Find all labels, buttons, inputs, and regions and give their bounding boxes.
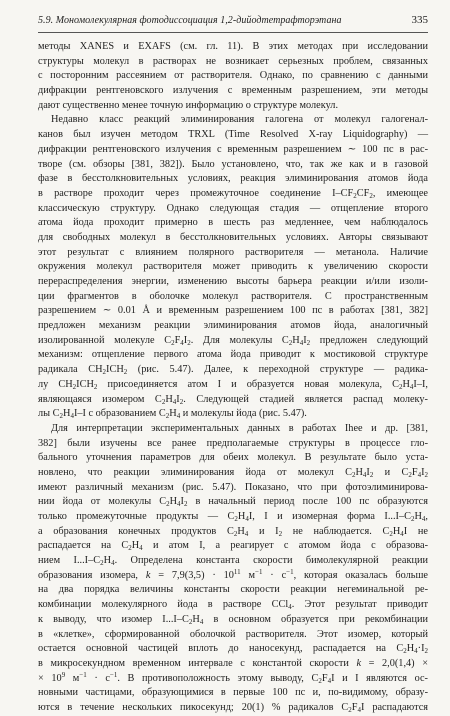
text-line: ции фрагментов в оболочке молекул растворителя. С пространственным — [38, 290, 428, 302]
text-line: остается основной частицей вплоть до наносекунд, распадается на $C_2H_4\cdot I_2$ — [38, 643, 428, 656]
running-header — [38, 12, 428, 33]
text-line: для свободных молекул в бесстолкновительных условиях. Авторы связывают — [38, 231, 428, 243]
text-line: 382] были изучены все ранее предполагаемые структуры в процессе гло- — [38, 437, 428, 449]
text-line: радикала $CH_2ICH_2$ (рис. 5.47). Далее, к переходной структуре — радика- — [38, 364, 428, 377]
text-line: канов был изучен методом TRXL (Time Resolved X-ray Liquidography) — — [38, 129, 428, 141]
text-line: лу $CH_2ICH_2$ присоединяется атом I и образуется новая молекула, $C_2H_4I-I$, — [38, 378, 428, 391]
text-line: Для интерпретации экспериментальных данных в работах Ihee и др. [381, — [51, 422, 428, 434]
text-line: изолированной молекуле $C_2F_4I_2$. Для молекулы $C_2H_4I_2$ предложен следующий — [38, 334, 428, 347]
text-line: с посторонним рассеянием от растворителя. Однако, по сравнению с данными — [38, 70, 428, 82]
text-line: этот результат с влиянием полярного растворителя — метанола. Наличие — [38, 246, 428, 258]
text-line: в растворе проходит через промежуточное соединение $I-CF_2CF_2$, имеющее — [38, 187, 429, 200]
text-line: нии йода от молекулы $C_2H_4I_2$ в начальный период после 100 пс образуются — [38, 496, 428, 509]
text-line: распадается на $C_2H_4$ и атом I, а реагирует с атомом йода с образова- — [38, 540, 429, 553]
text-line: дифракции рентгеновского излучения с временным разрешением, эти методы — [38, 85, 428, 97]
text-line: нием $I...I-C_2H_4$. Определена константа скорости бимолекулярной реакции — [38, 555, 428, 568]
text-line: дифракции рентгеновского излучения с временным разрешением ∼ 100 пс в рас- — [38, 143, 428, 155]
body-text — [38, 40, 428, 716]
text-line: ются в течение нескольких пикосекунд; 20(1) % радикалов $C_2F_4I$ распадаются — [38, 701, 428, 714]
text-line: новными частицами, образующимися в первые 100 пс и, по-видимому, образу- — [38, 687, 428, 699]
text-line: Недавно класс реакций элиминирования галогена от молекул галогенал- — [51, 114, 428, 126]
text-line: структуры молекул в растворах не возникает серьезных проблем, связанных — [38, 55, 428, 67]
text-line: а образования конечных продуктов $C_2H_4$ и $I_2$ не наблюдается. $C_2H_4I$ не — [38, 525, 428, 538]
text-line: имеют различный механизм (рис. 5.47). Показано, что при фотоэлиминирова- — [38, 481, 428, 493]
text-line: × $10^9$ $м^{-1} \cdot с^{-1}$. В противоположность этому выводу, $C_2F_4I$ и I являются ос- — [38, 670, 428, 685]
text-line: в микросекундном временном интервале с константой скорости k = 2,0(1,4) × — [38, 657, 429, 669]
text-line: на два порядка величины константы скорости реакции негеминальной ре- — [38, 584, 428, 596]
text-line: механизм: отщепление первого атома йода приводит к мостиковой структуре — [38, 349, 428, 361]
text-line: методы XANES и EXAFS (см. гл. 11). В этих методах при исследовании — [38, 41, 428, 52]
text-line: образования изомера, $k = 7,9(3,5) \cdot 10^{11}$ $м^{-1} \cdot с^{-1}$, которая оказалась больше — [38, 567, 428, 581]
text-line: дают существенно менее точную информацию о структуре молекул. — [38, 99, 339, 111]
text-line: предложен механизм реакции элиминирования атомов йода, аналогичный — [38, 320, 428, 332]
text-line: окружения молекул растворителя может приводить к увеличению скорости — [38, 261, 428, 273]
text-line: классическую структуру. Однако следующая стадия — отщепление второго — [38, 202, 428, 214]
text-line: лы $C_2H_4I-I$ с образованием $C_2H_4$ и молекулы йода (рис. 5.47). — [38, 408, 307, 421]
text-line: в «клетке», сформированной оболочкой растворителя. Этот изомер, который — [38, 628, 428, 640]
text-line: перераспределения энергии, изменению высоты барьера реакции и/или изоли- — [38, 276, 428, 287]
page-number: 335 — [411, 14, 428, 26]
text-line: к выводу, что изомер $I...I-C_2H_4$ в основном образуется при рекомбинации — [38, 613, 428, 626]
text-line: являющаяся изомером $C_2H_4I_2$. Следующей стадией является распад молеку- — [38, 393, 428, 406]
text-line: творе (см. обзоры [381, 382]). Было установлено, что, так же как и в газовой — [38, 158, 428, 170]
running-header-title: 5.9. Мономолекулярная фотодиссоциация 1,2-дийодтетрафторэтана — [38, 15, 342, 26]
text-line: бального уточнения параметров для обеих молекул. В результате было уста- — [38, 452, 428, 464]
text-line: только промежуточные продукты — $C_2H_4I$, I и изомерная форма $I...I-C_2H_4$, — [38, 511, 428, 523]
text-line: разрешением ∼ 0.01 Å и временным разрешением 100 пс в работах [381, 382] — [38, 305, 428, 317]
text-line: комбинации молекулярного йода в растворе CCl$_4$. Этот результат приводит — [38, 599, 428, 612]
text-line: новлено, что реакции элиминирования йода от молекул $C_2H_4I_2$ и $C_2F_4I_2$ — [38, 466, 428, 479]
text-line: фазе в бесстолкновительных условиях, реакция элиминирования атомов йода — [38, 173, 428, 185]
text-line: атома йода проходит примерно в шесть раз медленнее, чем наблюдалось — [38, 217, 428, 229]
